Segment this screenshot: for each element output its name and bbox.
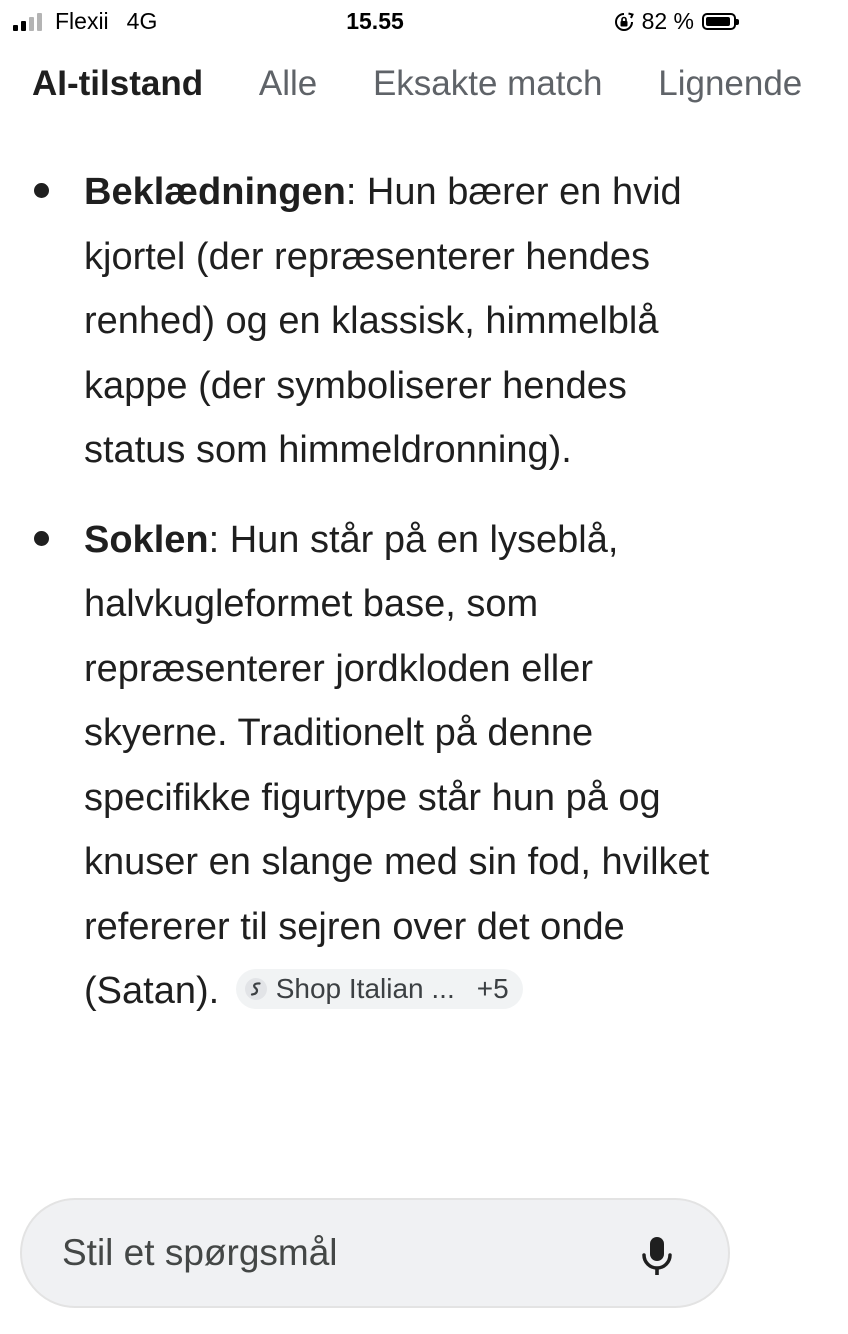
source-link-icon bbox=[244, 977, 268, 1001]
tab-ai-mode[interactable]: AI-tilstand bbox=[32, 64, 204, 103]
tab-all[interactable]: Alle bbox=[258, 64, 318, 103]
item-term: Soklen bbox=[84, 518, 209, 561]
microphone-icon[interactable] bbox=[640, 1236, 674, 1276]
status-time: 15.55 bbox=[346, 8, 404, 34]
battery-icon bbox=[702, 13, 736, 30]
search-mode-tabs bbox=[32, 64, 848, 104]
item-text: : Hun står på en lyseblå, halvkugleformet base, som repræsenterer jordkloden eller skyerne. Traditionelt på denne specifikke figurtype står hun på og knuser en slange med sin fod, hvilket refererer til sejren over det onde (Satan). bbox=[84, 518, 710, 1012]
source-chip-label: Shop Italian ... bbox=[275, 972, 455, 1004]
carrier-name: Flexii bbox=[55, 8, 109, 34]
bullet-icon bbox=[34, 531, 49, 546]
status-bar bbox=[0, 0, 750, 42]
tab-exact-match[interactable]: Eksakte match bbox=[372, 64, 603, 103]
rotation-lock-icon bbox=[614, 12, 634, 32]
source-chip-more: +5 bbox=[476, 972, 509, 1004]
list-item bbox=[0, 160, 750, 483]
list-item bbox=[0, 508, 750, 1024]
tab-similar[interactable]: Lignende bbox=[658, 64, 803, 103]
network-type: 4G bbox=[126, 8, 158, 34]
source-chip[interactable] bbox=[236, 969, 523, 1009]
ask-input[interactable] bbox=[62, 1232, 622, 1274]
bullet-icon bbox=[34, 183, 49, 198]
battery-percent: 82 % bbox=[641, 8, 694, 34]
ask-bar bbox=[20, 1198, 730, 1308]
item-text: : Hun bærer en hvid kjortel (der repræsenterer hendes renhed) og en klassisk, himmelblå kappe (der symboliserer hendes status som himmeldronning). bbox=[84, 171, 682, 471]
ai-answer-content bbox=[0, 160, 750, 1049]
item-term: Beklædningen bbox=[84, 171, 346, 213]
status-right bbox=[614, 8, 736, 35]
